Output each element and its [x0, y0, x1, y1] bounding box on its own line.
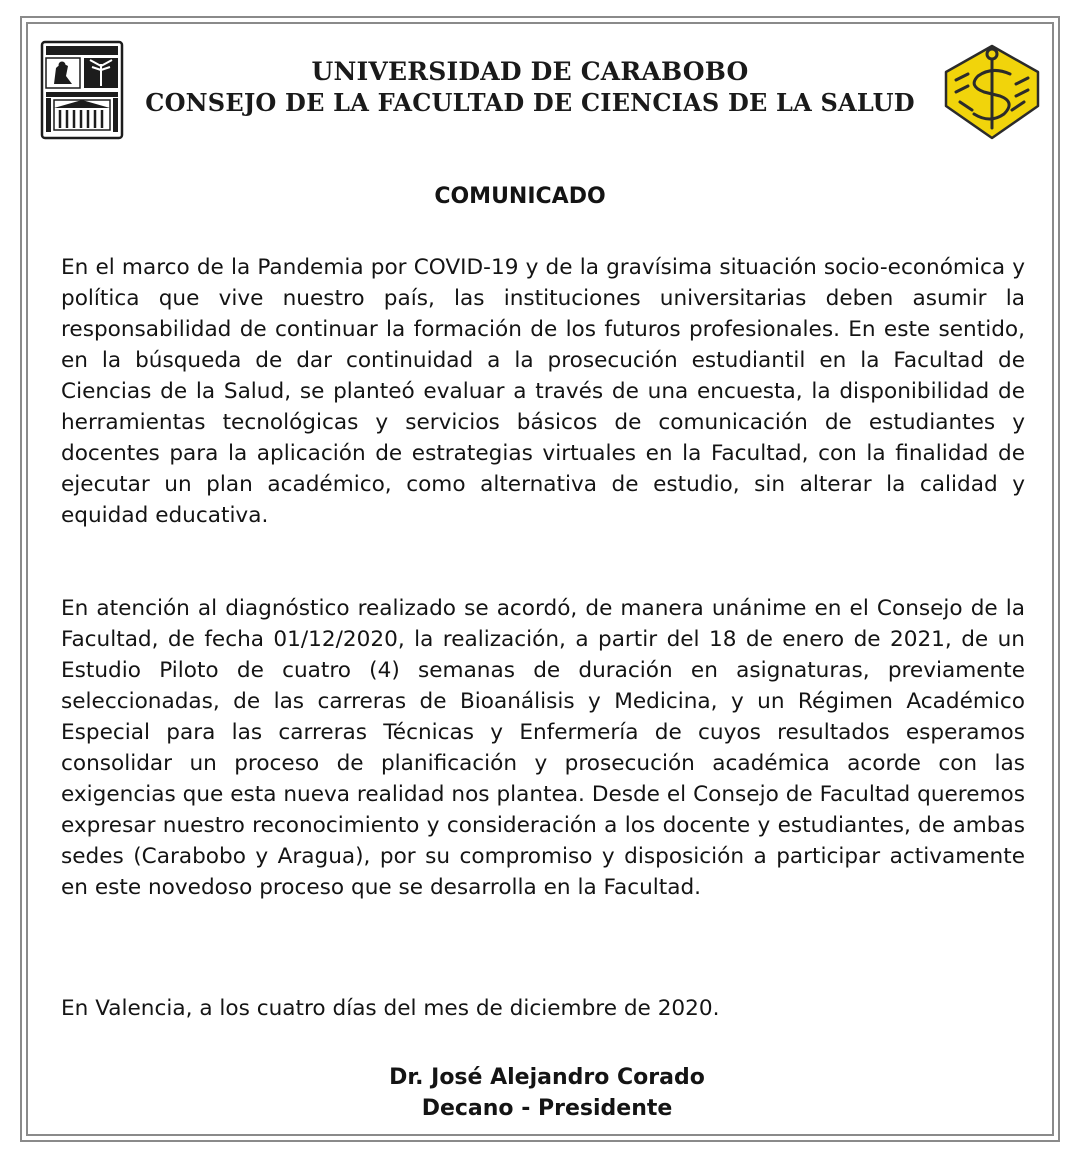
paragraph-2: En atención al diagnóstico realizado se acordó, de manera unánime en el Consejo de la Facultad, de fecha 01/12/2020, la realización, a partir del 18 de enero de 2021, de un Estudio Piloto de cuatro (4) semanas de duración en asignaturas, previamente seleccionadas, de las carreras de Bioanálisis y Medicina, y un Régimen Académico Especial para las carreras Técnicas y Enfermería de cuyos resultados esperamos consolidar un proceso de planificación y prosecución académica acorde con las exigencias que esta nueva realidad nos plantea. Desde el Consejo de Facultad queremos expresar nuestro reconocimiento y consideración a los docente y estudiantes, de ambas sedes (Carabobo y Aragua), por su compromiso y disposición a participar activamente en este novedoso proceso que se desarrolla en la Facultad.	[61, 596, 1025, 900]
document-header	[120, 56, 940, 119]
paragraph-1: En el marco de la Pandemia por COVID-19 y de la gravísima situación socio-económica y política que vive nuestro país, las instituciones universitarias deben asumir la responsabilidad de continuar la formación de los futuros profesionales. En este sentido, en la búsqueda de dar continuidad a la prosecución estudiantil en la Facultad de Ciencias de la Salud, se planteó evaluar a través de una encuesta, la disponibilidad de herramientas tecnológicas y servicios básicos de comunicación de estudiantes y docentes para la aplicación de estrategias virtuales en la Facultad, con la finalidad de ejecutar un plan académico, como alternativa de estudio, sin alterar la calidad y equidad educativa.	[61, 255, 1025, 528]
signatory-role: Decano - Presidente	[421, 1096, 673, 1121]
closing-line: En Valencia, a los cuatro días del mes de diciembre de 2020.	[61, 996, 720, 1021]
signatory-name: Dr. José Alejandro Corado	[389, 1065, 705, 1090]
university-name: UNIVERSIDAD DE CARABOBO	[311, 57, 749, 86]
university-seal-icon	[40, 40, 124, 140]
council-name: CONSEJO DE LA FACULTAD DE CIENCIAS DE LA SALUD	[145, 88, 915, 117]
faculty-logo-icon	[938, 40, 1046, 144]
document-title: COMUNICADO	[434, 184, 606, 209]
